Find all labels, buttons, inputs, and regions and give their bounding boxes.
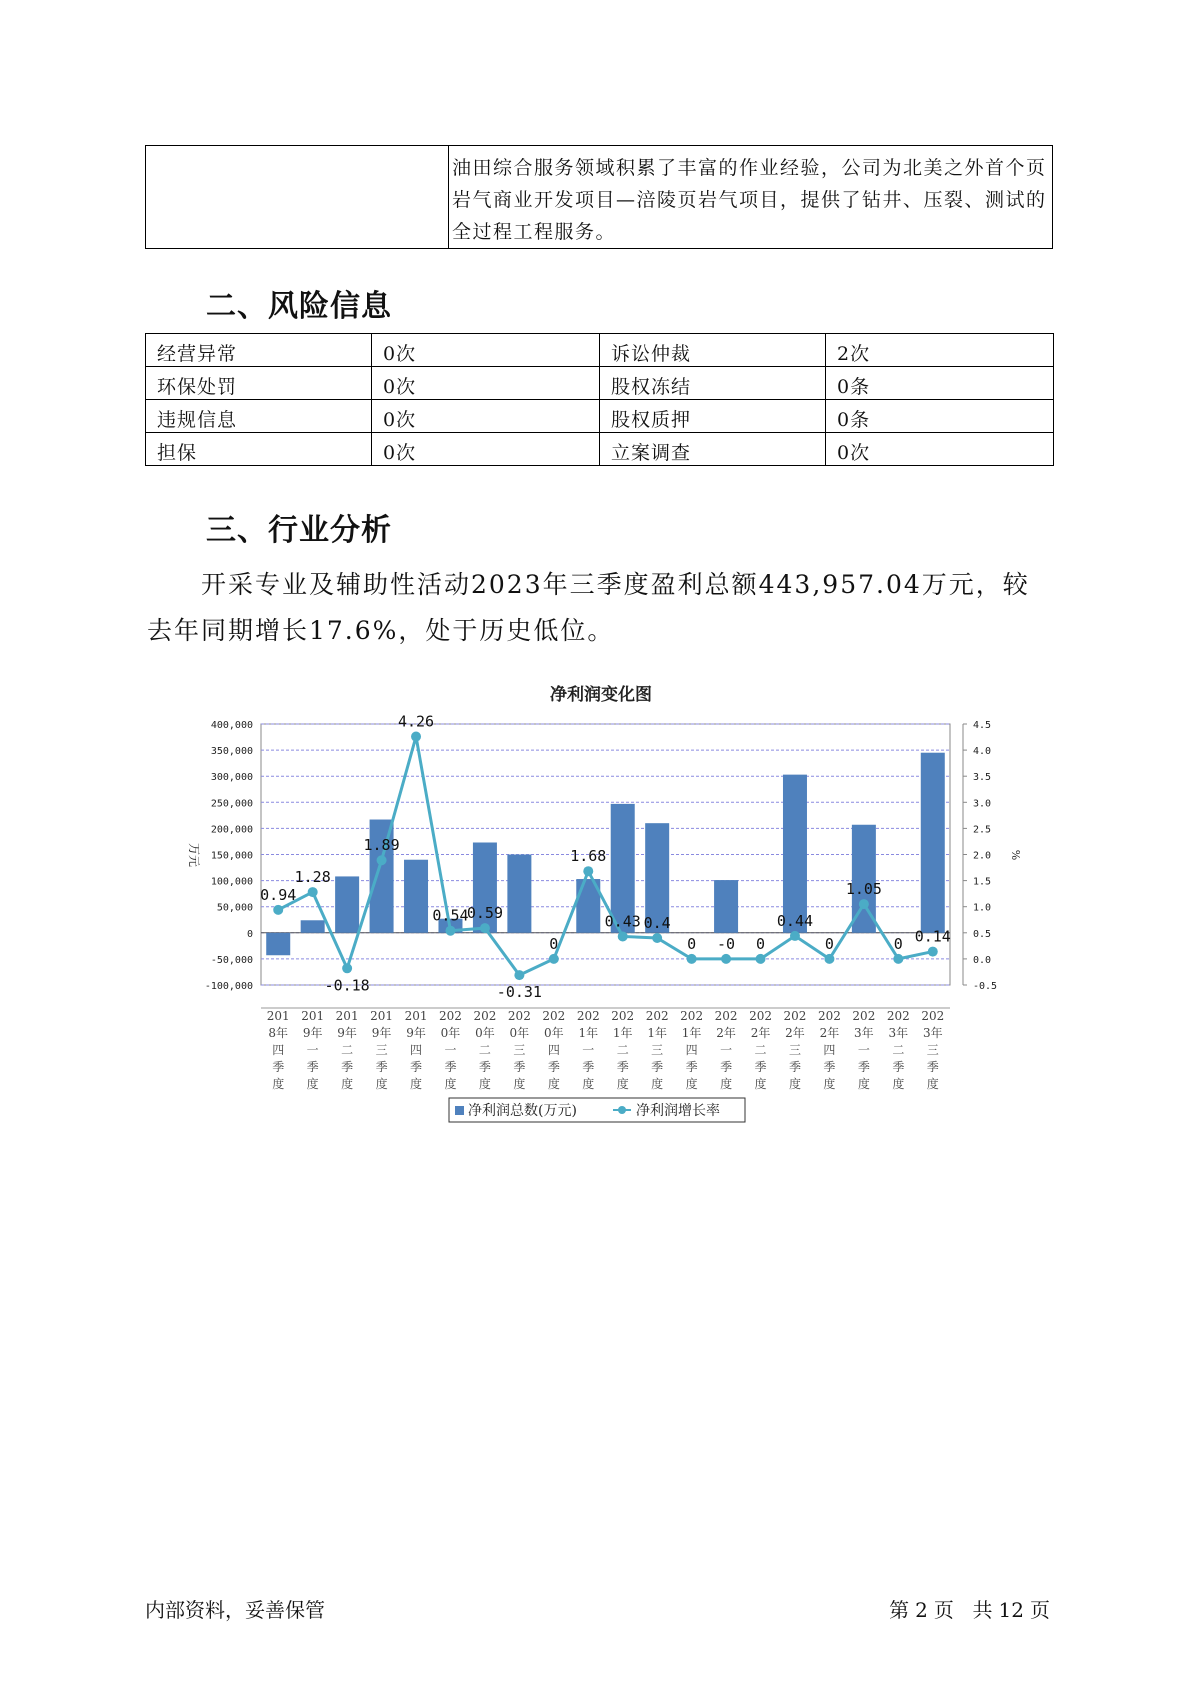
page-number: 2 [915, 1598, 928, 1622]
growth-point [721, 954, 731, 964]
risk-value: 0次 [372, 334, 600, 367]
x-tick-label: 202 0年一季度 [439, 1009, 462, 1091]
growth-data-label: 0.59 [466, 904, 503, 923]
growth-point [687, 954, 697, 964]
bar [507, 855, 531, 933]
y-tick-label: 350,000 [210, 746, 253, 758]
x-tick-label: 202 2年三季度 [783, 1009, 807, 1091]
bar [921, 753, 945, 933]
y-tick-label: 250,000 [210, 798, 253, 810]
growth-point [480, 923, 490, 933]
chart-title: 净利润变化图 [550, 685, 652, 705]
y-axis-title: 万元 [187, 842, 201, 868]
y2-tick-label: 4.0 [973, 746, 992, 758]
bar [266, 933, 290, 955]
growth-data-label: 4.26 [397, 712, 435, 731]
industry-paragraph-text: 开采专业及辅助性活动2023年三季度盈利总额443,957.04万元，较去年同期增长17.6%，处于历史低位。 [147, 570, 1030, 645]
bar [714, 880, 738, 933]
growth-data-label: 1.89 [363, 836, 400, 855]
growth-point [618, 931, 628, 941]
x-tick-label: 201 9年三季度 [370, 1009, 394, 1091]
y2-tick-label: 0.5 [973, 928, 992, 940]
y2-tick-label: 3.5 [973, 772, 992, 784]
x-tick-label: 202 1年四季度 [680, 1009, 704, 1091]
page-unit: 页 [933, 1598, 954, 1622]
risk-value: 2次 [826, 334, 1054, 367]
y-tick-label: 100,000 [210, 876, 253, 888]
intro-table-text: 油田综合服务领域积累了丰富的作业经验，公司为北美之外首个页岩气商业开发项目—涪陵页岩气项目，提供了钻井、压裂、测试的全过程工程服务。 [449, 146, 1053, 249]
growth-data-label: 0.54 [432, 906, 469, 925]
growth-point [928, 947, 938, 957]
y2-axis-title: % [1009, 849, 1022, 861]
total-number: 12 [998, 1598, 1024, 1622]
y2-tick-label: 2.0 [973, 850, 992, 862]
growth-data-label: 0 [687, 934, 697, 953]
x-tick-label: 202 1年一季度 [576, 1009, 600, 1091]
risk-label: 违规信息 [146, 400, 372, 433]
growth-point [824, 954, 834, 964]
y-tick-label: -50,000 [210, 954, 253, 966]
page-indicator [886, 1594, 1053, 1623]
growth-point [549, 954, 559, 964]
y2-tick-label: 0.0 [973, 954, 992, 966]
legend-bar-label: 净利润总数(万元) [468, 1103, 577, 1119]
x-tick-label: 202 1年二季度 [611, 1009, 635, 1091]
legend-line-marker [618, 1106, 626, 1114]
risk-label: 环保处罚 [146, 367, 372, 400]
x-tick-label: 201 8年四季度 [266, 1009, 290, 1091]
risk-label: 股权冻结 [600, 367, 826, 400]
y2-tick-label: 1.0 [973, 902, 992, 914]
risk-row [146, 367, 1054, 400]
y-tick-label: 300,000 [210, 772, 253, 784]
x-tick-label: 202 2年一季度 [714, 1009, 738, 1091]
legend-line-label: 净利润增长率 [636, 1103, 720, 1119]
growth-data-label: 0 [549, 934, 559, 953]
growth-point [273, 905, 283, 915]
total-prefix: 共 [972, 1598, 993, 1622]
growth-data-label: 0 [893, 934, 903, 953]
risk-row [146, 400, 1054, 433]
growth-data-label: 0.44 [776, 911, 814, 930]
footer-note: 内部资料，妥善保管 [145, 1598, 325, 1622]
page-prefix: 第 [889, 1598, 910, 1622]
growth-point [859, 899, 869, 909]
risk-row [146, 433, 1054, 466]
risk-row [146, 334, 1054, 367]
x-tick-label: 202 2年二季度 [749, 1009, 772, 1091]
y2-tick-label: 1.5 [973, 876, 992, 888]
growth-data-label: 0 [756, 934, 766, 953]
y-tick-label: -100,000 [204, 981, 253, 992]
growth-point [308, 887, 318, 897]
growth-point [583, 866, 593, 876]
y2-tick-label: 3.0 [973, 798, 992, 810]
growth-point [377, 855, 387, 865]
risk-value: 0条 [826, 400, 1054, 433]
growth-data-label: -0.31 [496, 983, 542, 1002]
total-unit: 页 [1030, 1598, 1050, 1622]
growth-data-label: 1.68 [570, 847, 607, 866]
growth-point [411, 732, 421, 742]
y-tick-label: 0 [246, 928, 253, 940]
x-tick-label: 202 0年二季度 [473, 1009, 497, 1091]
industry-paragraph [147, 562, 1047, 654]
growth-point [342, 963, 352, 973]
y-tick-label: 50,000 [216, 902, 253, 914]
growth-data-label: 1.05 [845, 880, 882, 899]
growth-point [756, 954, 766, 964]
bar [783, 775, 807, 933]
x-tick-label: 202 2年四季度 [817, 1009, 841, 1091]
y2-tick-label: 4.5 [973, 720, 992, 731]
section-title-industry: 三、行业分析 [206, 513, 392, 548]
net-profit-chart [0, 670, 1191, 1140]
bar [301, 920, 325, 933]
x-tick-label: 202 0年四季度 [542, 1009, 566, 1091]
intro-table-left-cell [146, 146, 449, 249]
growth-point [893, 954, 903, 964]
growth-point [514, 970, 524, 980]
growth-data-label: -0.18 [324, 976, 370, 995]
growth-data-label: 0 [824, 934, 834, 953]
risk-label: 诉讼仲裁 [600, 334, 826, 367]
x-tick-label: 202 3年三季度 [921, 1009, 945, 1091]
legend-bar-swatch [455, 1106, 464, 1115]
risk-value: 0次 [372, 400, 600, 433]
risk-label: 股权质押 [600, 400, 826, 433]
x-tick-label: 202 0年三季度 [507, 1009, 531, 1091]
risk-value: 0次 [372, 367, 600, 400]
intro-table [145, 145, 1053, 249]
growth-data-label: 1.28 [294, 868, 331, 887]
growth-data-label: -0 [717, 934, 736, 953]
y-tick-label: 400,000 [210, 720, 253, 731]
x-tick-label: 202 3年一季度 [852, 1009, 876, 1091]
growth-data-label: 0.4 [643, 914, 671, 933]
bar [335, 876, 359, 932]
risk-value: 0次 [826, 433, 1054, 466]
growth-data-label: 0.43 [604, 912, 641, 931]
risk-label: 经营异常 [146, 334, 372, 367]
growth-point [445, 926, 455, 936]
y-tick-label: 200,000 [210, 824, 253, 836]
growth-data-label: 0.94 [260, 885, 297, 904]
bar [404, 860, 428, 933]
x-tick-label: 202 1年三季度 [645, 1009, 669, 1091]
section-title-risk: 二、风险信息 [206, 289, 392, 324]
growth-point [790, 931, 800, 941]
y2-tick-label: 2.5 [973, 824, 992, 836]
x-tick-label: 201 9年一季度 [301, 1009, 325, 1091]
y-tick-label: 150,000 [210, 850, 253, 862]
risk-label: 担保 [146, 433, 372, 466]
risk-value: 0次 [372, 433, 600, 466]
risk-label: 立案调查 [600, 433, 826, 466]
y2-tick-label: -0.5 [973, 981, 998, 992]
growth-data-label: 0.14 [914, 927, 951, 946]
x-tick-label: 202 3年二季度 [886, 1009, 910, 1091]
x-tick-label: 201 9年四季度 [404, 1009, 428, 1091]
x-tick-label: 201 9年二季度 [335, 1009, 359, 1091]
growth-point [652, 933, 662, 943]
risk-value: 0条 [826, 367, 1054, 400]
risk-table [145, 333, 1054, 466]
